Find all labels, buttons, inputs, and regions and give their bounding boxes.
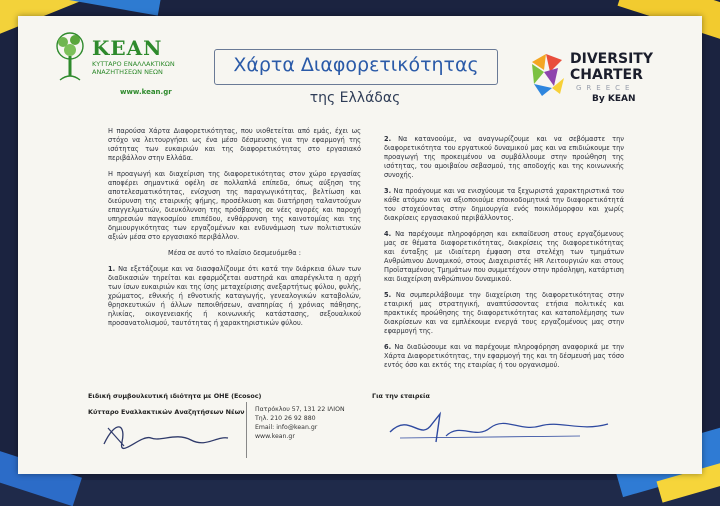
commitment-item [384, 291, 624, 336]
page-subtitle: της Ελλάδας [309, 90, 401, 106]
kean-address [255, 405, 345, 441]
charter-logo-line2: CHARTER [570, 67, 643, 83]
ecosoc-status-label: Ειδική συμβουλευτική ιδιότητα με ΟΗΕ (Ecosoc) [88, 392, 262, 400]
commitment-item [384, 230, 624, 284]
left-column [108, 127, 361, 335]
commitment-intro: Μέσα σε αυτό το πλαίσιο δεσμευόμεθα : [168, 249, 301, 257]
kean-signature [96, 414, 236, 454]
charter-logo-by: By KEAN [592, 94, 636, 104]
commitment-text: Να συμπεριλάβουμε την διαχείριση της διαφορετικότητας στην εταιρική μας στρατηγική, αναπτύσσοντας ετήσια πολιτικές και πρακτικές προώθησης της διαφορετικότητας και καταπολέμησης των διακρίσεων και να εμπλέκουμε ενεργά τους εργαζομένους μας στην εφαρμογή της. [384, 291, 624, 335]
title-box [214, 49, 498, 85]
company-signature [380, 402, 620, 448]
charter-logo-line1: DIVERSITY [570, 51, 653, 67]
right-column [384, 135, 624, 377]
commitment-text: Να παρέχουμε πληροφόρηση και εκπαίδευση στους εργαζόμενους μας σε θέματα διαφορετικότητας, διακρίσεις της διαφορετικότητας και ένταξης με ιδιαίτερη έμφαση στα στελέχη των τμημάτων Ανθρώπινου Δυναμικού, στους Διαχειριστές HR Λειτουργιών και στους Προϊσταμένους Τμημάτων που συμμετέχουν στην πρόσληψη, κατάρτιση και διαχείριση ανθρώπινου δυναμικού. [384, 230, 624, 283]
frame-stripe [69, 0, 161, 16]
commitment-text: Να διαδώσουμε και να παρέχουμε πληροφόρηση αναφορικά με την Χάρτα Διαφορετικότητας, την εφαρμογή της και τη δέσμευσή μας τόσο εντός όσο και εκτός της εταιρίας ή του οργανισμού. [384, 343, 624, 369]
commitment-number: 4. [384, 230, 392, 238]
commitment-item [384, 343, 624, 370]
commitment-item [384, 187, 624, 223]
email-line: Email: info@kean.gr [255, 424, 318, 431]
benefits-paragraph: Η προαγωγή και διαχείριση της διαφορετικότητας στον χώρο εργασίας αποφέρει σημαντικά οφέλη σε πολλαπλά επίπεδα, όπως αύξηση της αποτελεσματικότητας, ενίσχυση της παραγωγικότητας, βελτίωση και διεύρυνση της εταιρικής φήμης, προσέλκυση και διατήρηση ταλαντούχων επαγγελματιών, διευκόλυνση της πρόσβασης σε νέες αγορές και παροχή υπηρεσιών παγκοσμίου επιπέδου, ενθάρρυνση της καινοτομίας και της δημιουργικότητας των εργαζομένων και ενδυνάμωση των πολιτιστικών αξιών μέσα στο εργασιακό περιβάλλον. [108, 170, 361, 241]
commitment-number: 5. [384, 291, 392, 299]
intro-paragraph: Η παρούσα Χάρτα Διαφορετικότητας, που υιοθετείται από εμάς, έχει ως στόχο να λειτουργήσει ως ένα μέσο δέσμευσης για την εφαρμογή της ισότητας των ευκαιριών και της διαφορετικότητας στο εργασιακό περιβάλλον στην Ελλάδα. [108, 127, 361, 162]
kean-logo-subtitle: ΚΥΤΤΑΡΟ ΕΝΑΛΛΑΚΤΙΚΩΝ ΑΝΑΖΗΤΗΣΕΩΝ ΝΕΩΝ [92, 60, 175, 76]
kean-logo [50, 30, 180, 110]
footer-divider [246, 402, 247, 458]
page-title: Χάρτα Διαφορετικότητας [233, 54, 479, 76]
kean-org-label: Κύτταρο Εναλλακτικών Αναζητήσεων Νέων [88, 408, 245, 416]
kean-logo-name: ΚΕΑΝ [92, 36, 163, 60]
diversity-charter-logo [528, 50, 668, 110]
commitment-text: Να κατανοούμε, να αναγνωρίζουμε και να σεβόμαστε την διαφορετικότητα του εργατικού δυναμικού μας και να επιδιώκουμε την προαγωγή της προκειμένου να συμβάλλουμε στην προώθηση της ισότητας, του αμοιβαίου σεβασμού, της αποδοχής και της κοινωνικής συνοχής. [384, 135, 624, 179]
phone-line: Τηλ. 210 26 92 880 [255, 415, 316, 422]
address-line: Πατρόκλου 57, 131 22 ΙΛΙΟΝ [255, 406, 345, 413]
commitment-number: 1. [108, 265, 116, 273]
charter-emblem-icon [528, 52, 568, 98]
commitment-item [108, 265, 361, 328]
company-signature-label: Για την εταιρεία [372, 392, 430, 400]
commitment-text: Να προάγουμε και να ενισχύουμε τα ξεχωριστά χαρακτηριστικά του κάθε ατόμου και να αξιοποιούμε εποικοδομητικά την διαφορετικότητά του στοχεύοντας στην δημιουργία ενός ποικιλόμορφου και χωρίς διακρίσεις εργασιακού περιβάλλοντος. [384, 187, 624, 222]
commitment-text: Να εξετάζουμε και να διασφαλίζουμε ότι κατά την διάρκεια όλων των διαδικασιών τηρείται και εφαρμόζεται αυστηρά και απαρέγκλιτα η αρχή των ίσων ευκαιριών και της ίσης μεταχείρισης ανεξαρτήτως φύλου, φυλής, χρώματος, εθνικής ή εθνοτικής καταγωγής, γενεαλογικών καταβολών, θρησκευτικών ή άλλων πεποιθήσεων, αναπηρίας ή χρόνιας πάθησης, ηλικίας, οικογενειακής ή κοινωνικής κατάστασης, σεξουαλικού προσανατολισμού, ταυτότητας ή χαρακτηριστικών φύλου. [108, 265, 361, 327]
commitment-number: 2. [384, 135, 392, 143]
commitment-item [384, 135, 624, 180]
charter-logo-line3: GREECE [576, 84, 635, 92]
kean-website: www.kean.gr [120, 88, 172, 96]
commitment-number: 6. [384, 343, 392, 351]
tree-icon [50, 30, 90, 88]
website-line: www.kean.gr [255, 433, 295, 440]
commitment-number: 3. [384, 187, 392, 195]
